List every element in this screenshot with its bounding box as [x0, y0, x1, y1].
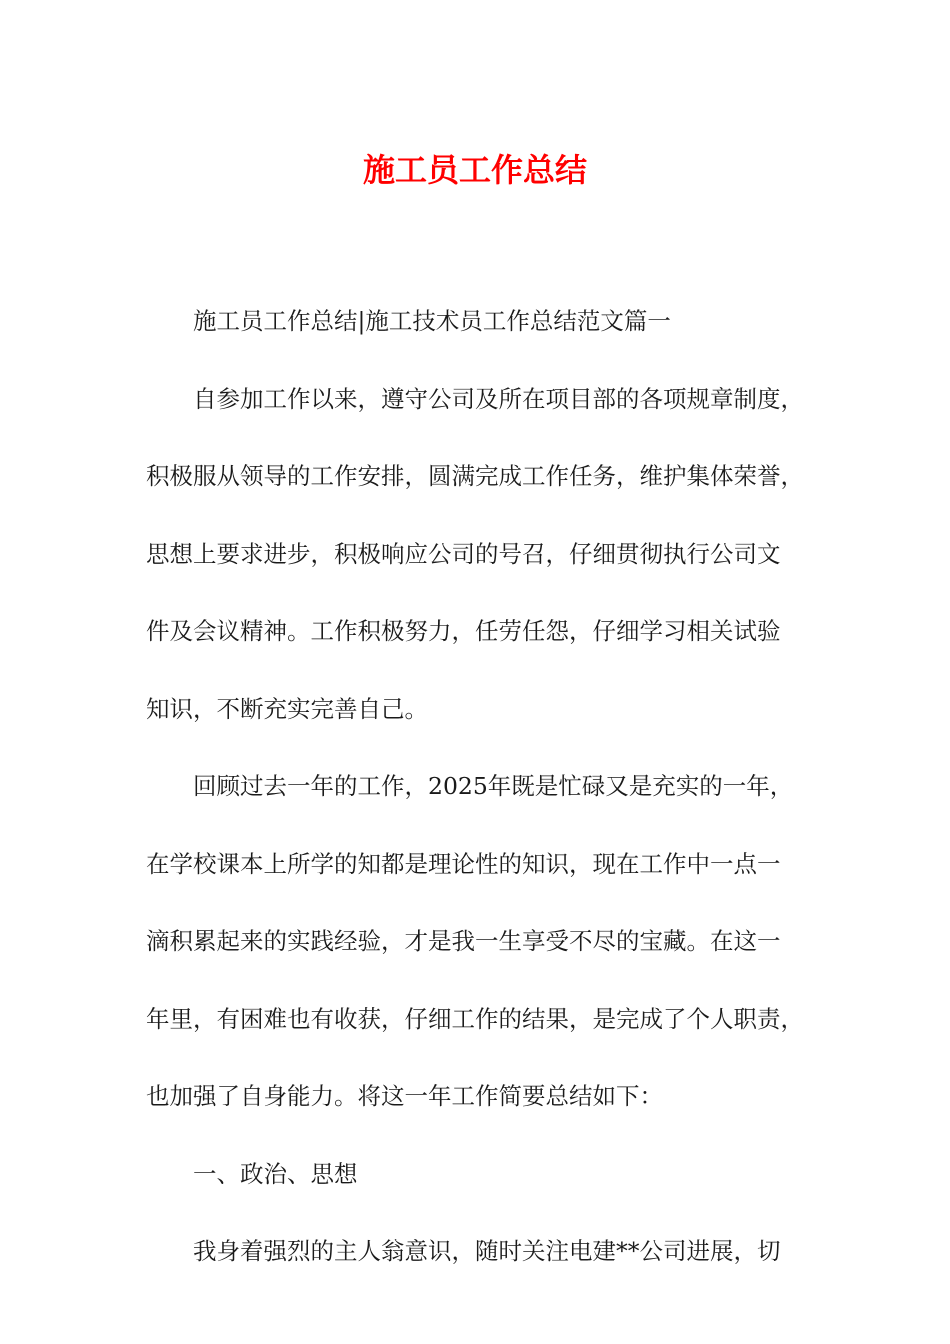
- paragraph-line: 我身着强烈的主人翁意识，随时关注电建**公司进展，切: [193, 1237, 781, 1265]
- paragraph-line: 件及会议精神。工作积极努力，任劳任怨，仔细学习相关试验: [146, 617, 781, 645]
- paragraph-line: 回顾过去一年的工作，2025年既是忙碌又是充实的一年，: [193, 772, 794, 800]
- document-body: [146, 283, 806, 1291]
- paragraph-line: 也加强了自身能力。将这一年工作简要总结如下：: [146, 1082, 663, 1110]
- paragraph-line: 在学校课本上所学的知都是理论性的知识，现在工作中一点一: [146, 849, 781, 878]
- paragraph-line: 自参加工作以来，遵守公司及所在项目部的各项规章制度，: [193, 384, 804, 413]
- paragraph-line: 滴积累起来的实践经验，才是我一生享受不尽的宝藏。在这一: [146, 927, 781, 955]
- paragraph-heading: 施工员工作总结|施工技术员工作总结范文篇一: [193, 307, 671, 335]
- section-heading: 一、政治、思想: [193, 1159, 358, 1188]
- document-title: 施工员工作总结: [362, 151, 587, 189]
- paragraph-line: 知识，不断充实完善自己。: [146, 694, 428, 723]
- paragraph-line: 思想上要求进步，积极响应公司的号召，仔细贯彻执行公司文: [146, 539, 781, 568]
- paragraph-line: 年里，有困难也有收获，仔细工作的结果，是完成了个人职责，: [146, 1004, 804, 1033]
- paragraph-line: 积极服从领导的工作安排，圆满完成工作任务，维护集体荣誉，: [146, 462, 804, 490]
